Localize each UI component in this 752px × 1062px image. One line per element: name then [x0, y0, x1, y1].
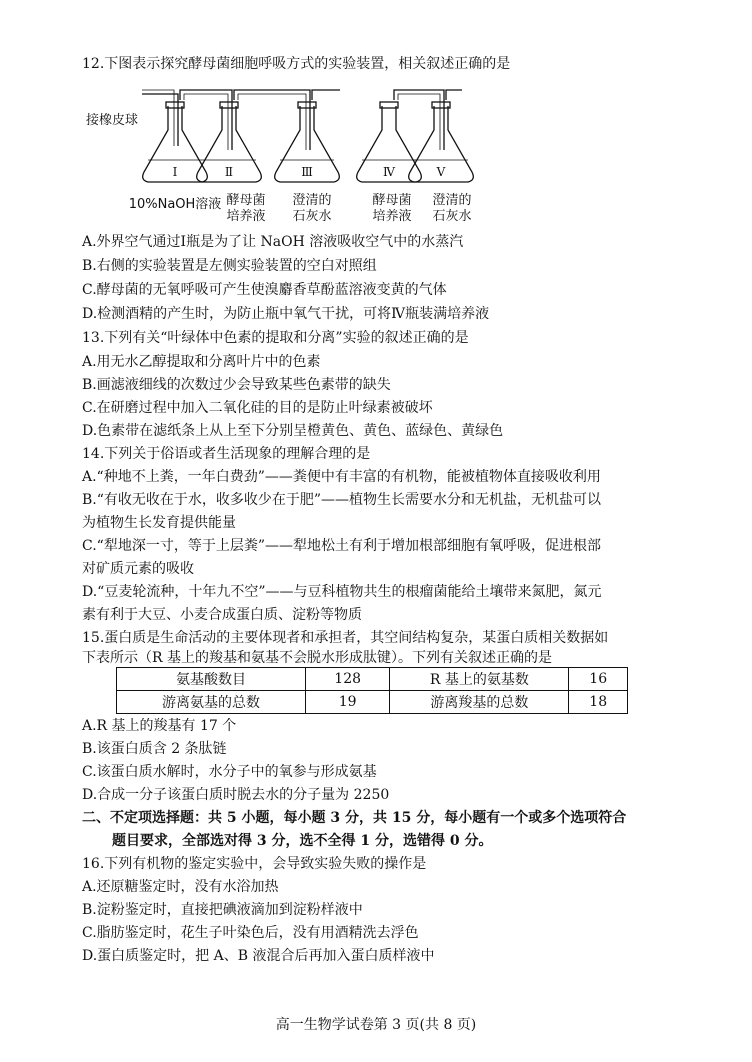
q14-line-6: D.“豆麦轮流种，十年九不空”——与豆科植物共生的根瘤菌能给土壤带来氮肥，氮元 — [82, 584, 602, 600]
flask-label-2a: 酵母菌 — [226, 193, 266, 208]
q12-option-c: C.酵母菌的无氧呼吸可产生使溴麝香草酚蓝溶液变黄的气体 — [82, 282, 447, 298]
flask-label-3a: 澄清的 — [292, 193, 332, 208]
flask-numeral-1: Ⅰ — [172, 165, 178, 179]
q12-option-d: D.检测酒精的产生时，为防止瓶中氧气干扰，可将Ⅳ瓶装满培养液 — [82, 306, 490, 322]
flask-numeral-2: Ⅱ — [224, 165, 234, 179]
q15-stem-2: 下表所示（R 基上的羧基和氨基不会脱水形成肽键）。下列有关叙述正确的是 — [82, 650, 552, 666]
table-row — [117, 691, 628, 714]
q15-stem-1: 15.蛋白质是生命活动的主要体现者和承担者，其空间结构复杂，某蛋白质相关数据如 — [82, 630, 609, 646]
q12-stem: 12.下图表示探究酵母菌细胞呼吸方式的实验装置，相关叙述正确的是 — [82, 56, 511, 72]
q14-line-3: 为植物生长发育提供能量 — [82, 515, 236, 531]
table-row — [117, 668, 628, 691]
table-cell: 游离羧基的总数 — [390, 691, 569, 714]
flask-label-1: 10%NaOH溶液 — [128, 197, 222, 212]
q12-apparatus-figure — [82, 80, 502, 230]
q16-option-b: B.淀粉鉴定时，直接把碘液滴加到淀粉样液中 — [82, 902, 363, 918]
q12-option-b: B.右侧的实验装置是左侧实验装置的空白对照组 — [82, 258, 377, 274]
q15-option-c: C.该蛋白质水解时，水分子中的氧参与形成氨基 — [82, 764, 377, 780]
flask-numerals — [173, 165, 446, 179]
apparatus-diagram — [82, 80, 502, 230]
q12-option-a: A.外界空气通过Ⅰ瓶是为了让 NaOH 溶液吸收空气中的水蒸汽 — [82, 234, 464, 250]
flask-label-5a: 澄清的 — [432, 193, 472, 208]
q13-option-c: C.在研磨过程中加入二氧化硅的目的是防止叶绿素被破坏 — [82, 400, 433, 416]
q16-option-a: A.还原糖鉴定时，没有水浴加热 — [82, 879, 279, 895]
table-cell: 16 — [569, 668, 628, 691]
q15-option-a: A.R 基上的羧基有 17 个 — [82, 718, 237, 734]
q16-stem: 16.下列有机物的鉴定实验中，会导致实验失败的操作是 — [82, 856, 427, 872]
flask-label-3b: 石灰水 — [292, 209, 332, 224]
q16-option-d: D.蛋白质鉴定时，把 A、B 液混合后再加入蛋白质样液中 — [82, 948, 435, 964]
table-cell: 128 — [305, 668, 389, 691]
section2-heading-2: 题目要求，全部选对得 3 分，选不全得 1 分，选错得 0 分。 — [112, 833, 493, 849]
q14-line-1: A.“种地不上粪，一年白费劲”——粪便中有丰富的有机物，能被植物体直接吸收利用 — [82, 469, 601, 485]
q15-option-d: D.合成一分子该蛋白质时脱去水的分子量为 2250 — [82, 787, 390, 803]
q14-line-4: C.“犁地深一寸，等于上层粪”——犁地松土有利于增加根部细胞有氧呼吸，促进根部 — [82, 538, 601, 554]
flask-label-4b: 培养液 — [372, 209, 412, 224]
flask-labels — [129, 192, 472, 224]
q14-stem: 14.下列关于俗语或者生活现象的理解合理的是 — [82, 446, 371, 462]
flask-label-2b: 培养液 — [226, 209, 266, 224]
table-cell: 氨基酸数目 — [117, 668, 306, 691]
section2-heading-1: 二、不定项选择题：共 5 小题，每小题 3 分，共 15 分，每小题有一个或多个选项符合 — [82, 810, 627, 826]
flask-label-4a: 酵母菌 — [372, 193, 412, 208]
q15-option-b: B.该蛋白质含 2 条肽链 — [82, 741, 227, 757]
flask-numeral-4: Ⅳ — [383, 165, 395, 179]
bulb-label: 接橡皮球 — [86, 113, 139, 128]
q13-option-d: D.色素带在滤纸条上从上至下分别呈橙黄色、黄色、蓝绿色、黄绿色 — [82, 423, 504, 439]
table-cell: 18 — [569, 691, 628, 714]
flask-numeral-5: Ⅴ — [436, 165, 446, 179]
page-footer: 高一生物学试卷第 3 页(共 8 页) — [275, 1017, 477, 1033]
flask-label-5b: 石灰水 — [432, 209, 472, 224]
q13-option-b: B.画滤液细线的次数过少会导致某些色素带的缺失 — [82, 377, 391, 393]
q16-option-c: C.脂肪鉴定时，花生子叶染色后，没有用酒精洗去浮色 — [82, 925, 419, 941]
q14-line-7: 素有利于大豆、小麦合成蛋白质、淀粉等物质 — [82, 607, 362, 623]
table-cell: 19 — [305, 691, 389, 714]
q15-data-table — [116, 667, 628, 714]
table-cell: R 基上的氨基数 — [390, 668, 569, 691]
table-cell: 游离氨基的总数 — [117, 691, 306, 714]
q14-line-2: B.“有收无收在于水，收多收少在于肥”——植物生长需要水分和无机盐，无机盐可以 — [82, 492, 602, 508]
q13-stem: 13.下列有关“叶绿体中色素的提取和分离”实验的叙述正确的是 — [82, 330, 469, 346]
flask-numeral-3: Ⅲ — [301, 165, 313, 179]
q13-option-a: A.用无水乙醇提取和分离叶片中的色素 — [82, 354, 321, 370]
q14-line-5: 对矿质元素的吸收 — [82, 561, 194, 577]
